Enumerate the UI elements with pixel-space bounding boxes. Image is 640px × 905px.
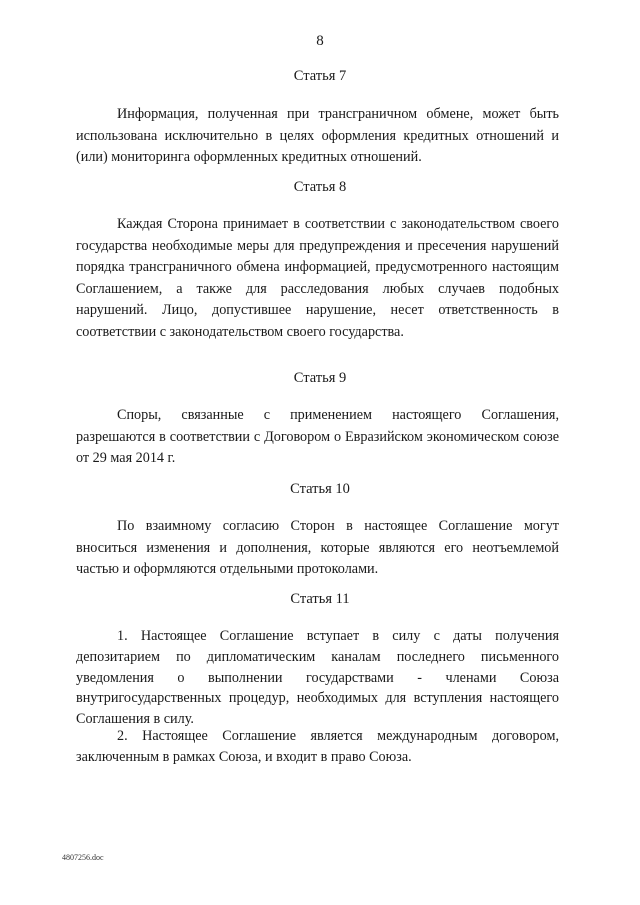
document-filename: 4807256.doc [62, 853, 104, 862]
article-11-heading: Статья 11 [290, 591, 350, 607]
article-11-paragraph-1: 1. Настоящее Соглашение вступает в силу с даты получения депозитарием по дипломатическим каналам последнего письменного уведомления о выполнении государствами - членами Союза внутригосударственных процедур, необходимых для вступления настоящего Соглашения в силу. [76, 628, 559, 728]
article-8-paragraph: Каждая Сторона принимает в соответствии с законодательством своего государства необходимые меры для предупреждения и пресечения нарушений порядка трансграничного обмена информацией, предусмотренного настоящим Соглашением, а также для расследования любых случаев подобных нарушений. Лицо, допустившее нарушение, несет ответственность в соответствии с законодательством своего государства. [76, 216, 559, 340]
article-10-paragraph: По взаимному согласию Сторон в настоящее Соглашение могут вноситься изменения и дополнения, которые являются его неотъемлемой частью и оформляются отдельными протоколами. [76, 518, 559, 577]
article-7-heading: Статья 7 [293, 68, 347, 84]
article-8-heading: Статья 8 [293, 179, 347, 195]
article-7-paragraph: Информация, полученная при трансграничном обмене, может быть использована исключительно в целях оформления кредитных отношений и (или) мониторинга оформленных кредитных отношений. [76, 106, 559, 165]
article-9-paragraph: Споры, связанные с применением настоящего Соглашения, разрешаются в соответствии с Договором о Евразийском экономическом союзе от 29 мая 2014 г. [76, 407, 559, 466]
article-11-paragraph-2: 2. Настоящее Соглашение является международным договором, заключенным в рамках Союза, и входит в право Союза. [76, 728, 559, 765]
article-9-heading: Статья 9 [293, 370, 347, 386]
page-number: 8 [316, 33, 324, 49]
article-10-heading: Статья 10 [290, 481, 350, 497]
